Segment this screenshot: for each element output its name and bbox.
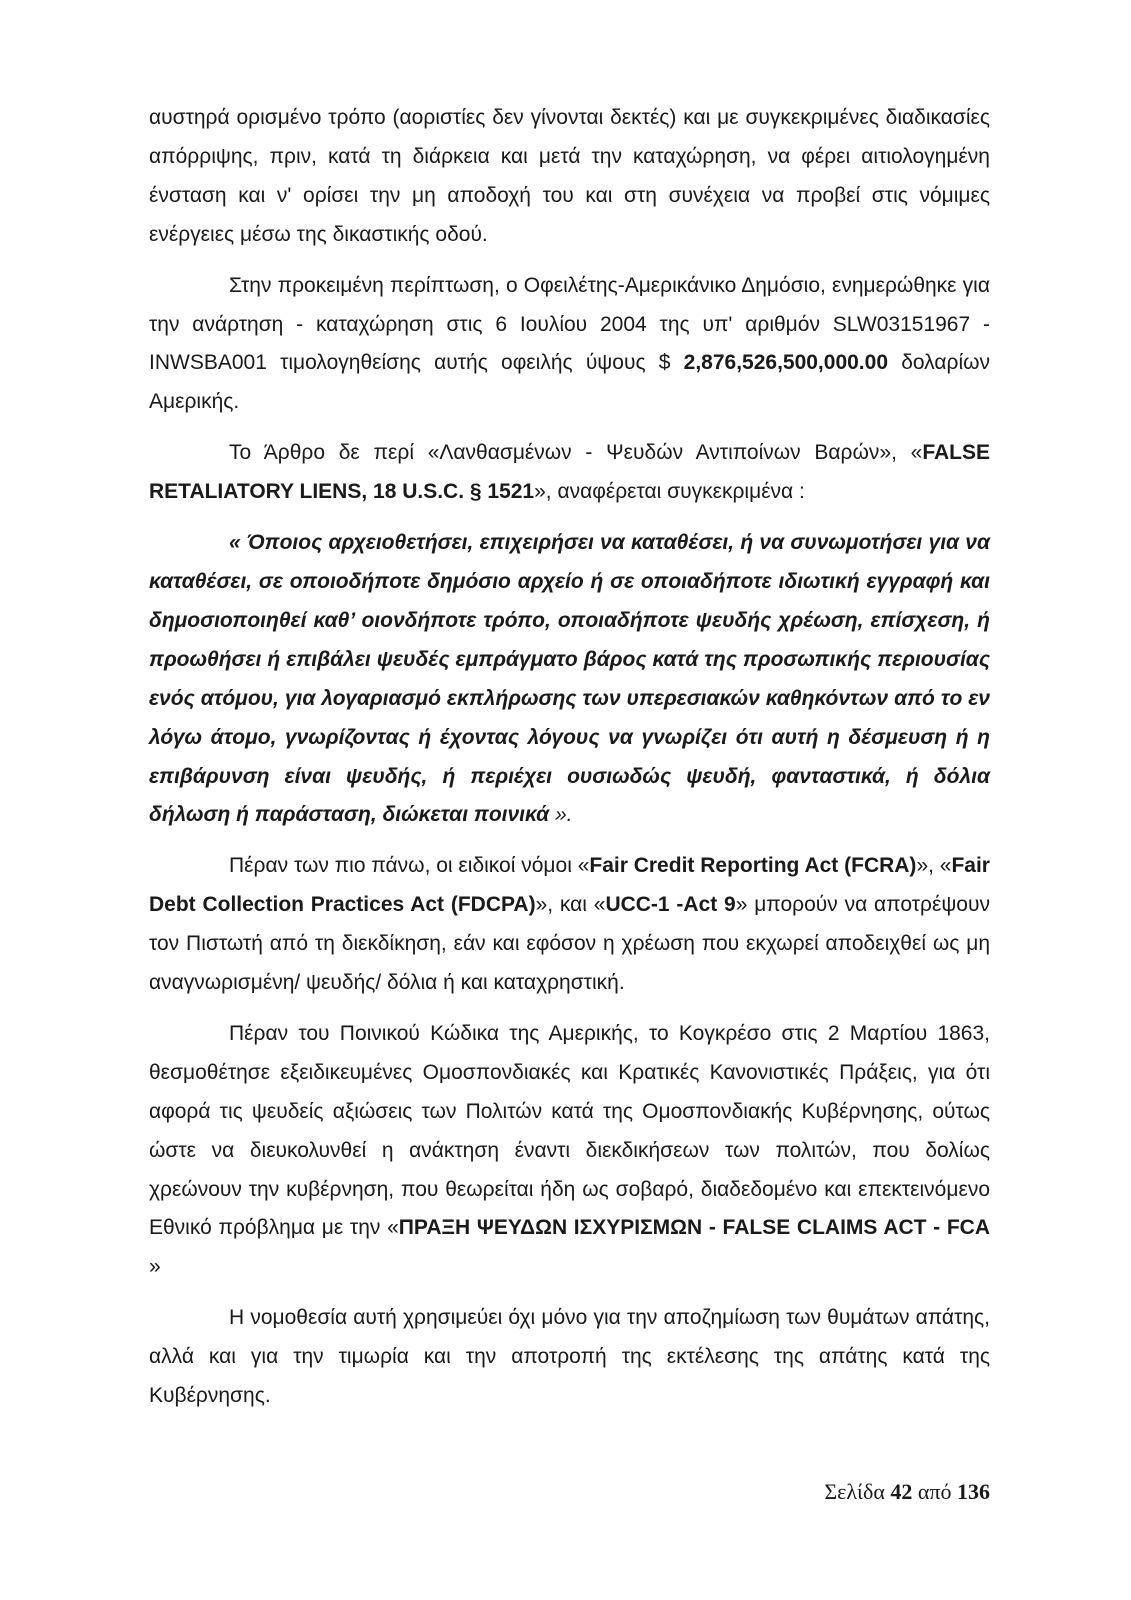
paragraph-4-g: » μπορούν να αποτρέψουν τον Πιστωτή από τη διεκδίκηση, εάν και εφόσον η χρέωση που εκχωρεί αποδειχθεί ως μη αναγνωρισμένη/ ψευδής/ δόλια ή και καταχρηστική.	[149, 893, 990, 995]
quote-end: ».	[549, 803, 573, 827]
document-body	[149, 99, 990, 1428]
law-reference-false-liens: FALSE RETALIATORY LIENS, 18 U.S.C. § 1521	[149, 441, 990, 504]
quote-body: « Όποιος αρχειοθετήσει, επιχειρήσει να καταθέσει, ή να συνωμοτήσει για να καταθέσει, σε οποιοδήποτε δημόσιο αρχείο ή σε οποιαδήποτε ιδιωτική εγγραφή και δημοσιοποιηθεί καθ’ οιονδήποτε τρόπο, οποιαδήποτε ψευδής χρέωση, επίσχεση, ή προωθήσει ή επιβάλει ψευδές εμπράγματο βάρος κατά της προσωπικής περιουσίας ενός ατόμου, για λογαριασμό εκπλήρωσης των υπερεσιακών καθηκόντων από το εν λόγω άτομο, γνωρίζοντας ή έχοντας λόγους να γνωρίζει ότι αυτή η δέσμευση ή η επιβάρυνση είναι ψευδής, ή περιέχει ουσιωδώς ψευδή, φανταστικά, ή δόλια δήλωση ή παράσταση, διώκεται ποινικά	[149, 531, 990, 827]
debt-amount: 2,876,526,500,000.00	[683, 351, 889, 375]
law-false-claims-act: ΠΡΑΞΗ ΨΕΥΔΩΝ ΙΣΧΥΡΙΣΜΩΝ - FALSE CLAIMS ACT - FCA	[398, 1216, 990, 1240]
paragraph-4-a: Πέραν των πιο πάνω, οι ειδικοί νόμοι «	[229, 854, 590, 878]
paragraph-5-text: Πέραν του Ποινικού Κώδικα της Αμερικής, το Κογκρέσο στις 2 Μαρτίου 1863, θεσμοθέτησε εξειδικευμένες Ομοσπονδιακές και Κρατικές Κανονιστικές Πράξεις, για ότι αφορά τις ψευδείς αξιώσεις των Πολιτών κατά της Ομοσπονδιακής Κυβέρνησης, ούτως ώστε να διευκολυνθεί η ανάκτηση έναντι διεκδικήσεων των πολιτών, που δολίως χρεώνουν την κυβέρνηση, που θεωρείται ήδη ως σοβαρό, διαδεδομένο και επεκτεινόμενο Εθνικό πρόβλημα με την «	[149, 1021, 990, 1240]
footer-mid: από	[912, 1479, 957, 1504]
paragraph-6: Η νομοθεσία αυτή χρησιμεύει όχι μόνο για την αποζημίωση των θυμάτων απάτης, αλλά και για την τιμωρία και την αποτροπή της εκτέλεσης της απάτης κατά της Κυβέρνησης.	[149, 1306, 990, 1408]
paragraph-3-post: », αναφέρεται συγκεκριμένα :	[534, 480, 805, 504]
law-fdcpa: Fair Debt Collection Practices Act (FDCPA)	[149, 854, 990, 917]
paragraph-5-tail: »	[149, 1255, 161, 1279]
law-ucc: UCC-1 -Act 9	[605, 893, 736, 917]
paragraph-2	[149, 267, 990, 423]
paragraph-2-text: Στην προκειμένη περίπτωση, ο Οφειλέτης-Αμερικάνικο Δημόσιο, ενημερώθηκε για την ανάρτηση - καταχώρηση στις 6 Ιουλίου 2004 της υπ' αριθμόν SLW03151967 - INWSBA001 τιμολογηθείσης αυτής οφειλής ύψους $	[149, 273, 990, 375]
paragraph-4	[149, 847, 990, 1003]
footer-prefix: Σελίδα	[824, 1479, 891, 1504]
paragraph-3	[149, 434, 990, 512]
paragraph-4-c: », «	[916, 854, 952, 878]
paragraph-5	[149, 1015, 990, 1287]
page-number-footer	[824, 1479, 990, 1505]
paragraph-1: αυστηρά ορισμένο τρόπο (αοριστίες δεν γίνονται δεκτές) και με συγκεκριμένες διαδικασίες απόρριψης, πριν, κατά τη διάρκεια και μετά την καταχώρηση, να φέρει αιτιολογημένη ένσταση και ν' ορίσει την μη αποδοχή του και στη συνέχεια να προβεί στις νόμιμες ενέργειες μέσω της δικαστικής οδού.	[149, 106, 990, 246]
quoted-law-text	[149, 524, 990, 835]
law-fcra: Fair Credit Reporting Act (FCRA)	[589, 854, 917, 878]
paragraph-4-e: », και «	[535, 893, 606, 917]
total-pages: 136	[957, 1479, 990, 1504]
paragraph-3-pre: Το Άρθρο δε περί «Λανθασμένων - Ψευδών Αντιποίνων Βαρών», «	[229, 441, 923, 465]
paragraph-2-tail: δολαρίων Αμερικής.	[149, 351, 991, 414]
current-page: 42	[890, 1479, 913, 1504]
